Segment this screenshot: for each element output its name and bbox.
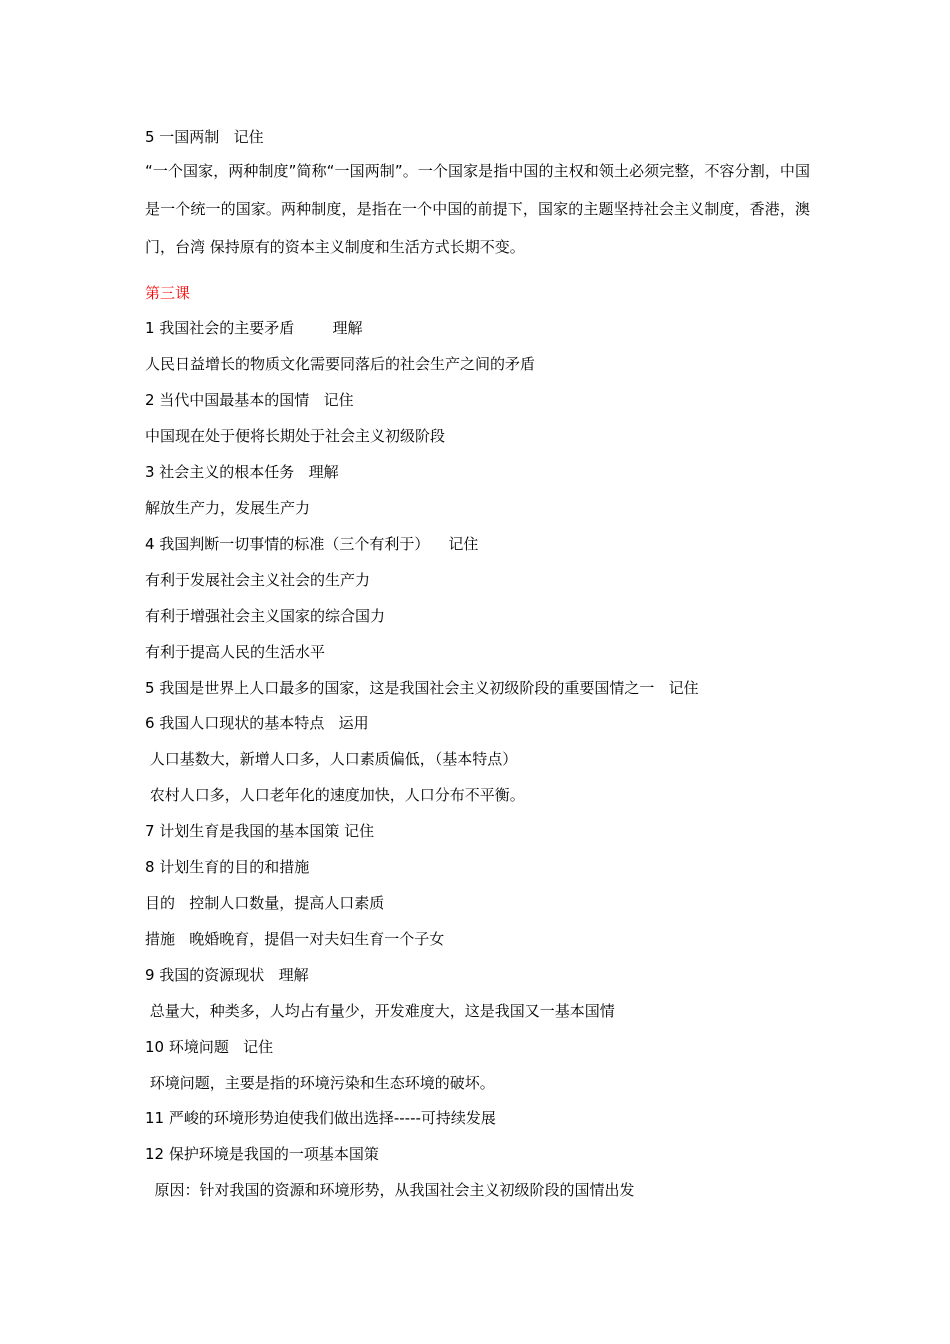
question-12: 12 保护环境是我国的一项基本国策 (145, 1145, 379, 1163)
answer-4-item-1: 有利于发展社会主义社会的生产力 (145, 571, 371, 589)
answer-8-purpose: 目的 控制人口数量，提高人口素质 (145, 894, 385, 912)
question-9: 9 我国的资源现状 理解 (145, 966, 309, 984)
answer-6-item-2: 农村人口多，人口老年化的速度加快，人口分布不平衡。 (145, 786, 525, 804)
lesson-three-heading: 第三课 (145, 284, 191, 302)
question-8: 8 计划生育的目的和措施 (145, 858, 310, 876)
question-5: 5 我国是世界上人口最多的国家，这是我国社会主义初级阶段的重要国情之一 记住 (145, 679, 699, 697)
paragraph-one-country-two-systems: “一个国家，两种制度”简称“一国两制”。一个国家是指中国的主权和领土必须完整，不容分割，中国是一个统一的国家。两种制度，是指在一个中国的前提下，国家的主题坚持社会主义制度，香港，澳门，台湾 保持原有的资本主义制度和生活方式长期不变。 (145, 162, 810, 256)
answer-12: 原因：针对我国的资源和环境形势，从我国社会主义初级阶段的国情出发 (145, 1181, 635, 1199)
answer-4-item-2: 有利于增强社会主义国家的综合国力 (145, 607, 386, 625)
question-4: 4 我国判断一切事情的标准（三个有利于） 记住 (145, 535, 479, 553)
question-10: 10 环境问题 记住 (145, 1038, 274, 1056)
question-7: 7 计划生育是我国的基本国策 记住 (145, 822, 375, 840)
answer-6-item-1: 人口基数大，新增人口多，人口素质偏低，（基本特点） (145, 750, 518, 768)
question-11: 11 严峻的环境形势迫使我们做出选择-----可持续发展 (145, 1109, 496, 1127)
answer-10: 环境问题，主要是指的环境污染和生态环境的破坏。 (145, 1074, 495, 1092)
answer-9: 总量大，种类多，人均占有量少，开发难度大，这是我国又一基本国情 (145, 1002, 615, 1020)
answer-4-item-3: 有利于提高人民的生活水平 (145, 643, 326, 661)
answer-1: 人民日益增长的物质文化需要同落后的社会生产之间的矛盾 (145, 355, 536, 373)
answer-8-measures: 措施 晚婚晚育，提倡一对夫妇生育一个子女 (145, 930, 445, 948)
question-6: 6 我国人口现状的基本特点 运用 (145, 714, 369, 732)
question-3: 3 社会主义的根本任务 理解 (145, 463, 339, 481)
answer-2: 中国现在处于便将长期处于社会主义初级阶段 (145, 427, 446, 445)
question-1: 1 我国社会的主要矛盾 理解 (145, 319, 363, 337)
heading-one-country-two-systems: 5 一国两制 记住 (145, 128, 264, 146)
question-2: 2 当代中国最基本的国情 记住 (145, 391, 354, 409)
answer-3: 解放生产力，发展生产力 (145, 499, 311, 517)
